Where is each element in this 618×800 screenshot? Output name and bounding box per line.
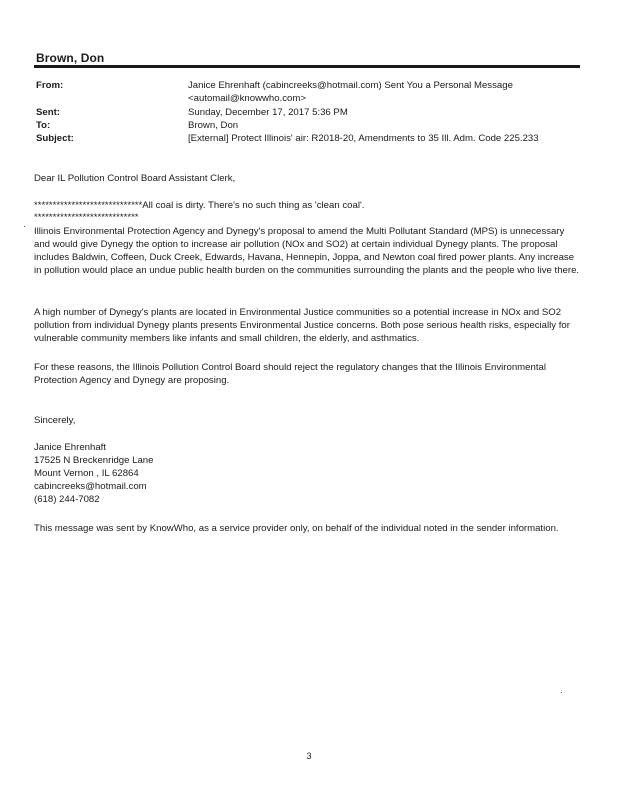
stars-line-2: ****************************: [34, 212, 139, 223]
to-label: To:: [36, 120, 51, 131]
signature-block: [34, 441, 580, 506]
footer-note: [34, 522, 580, 535]
to-value: Brown, Don: [188, 120, 239, 131]
sent-value: Sunday, December 17, 2017 5:36 PM: [188, 107, 348, 118]
from-email: <automail@knowwho.com>: [188, 93, 306, 104]
document-owner-name: Brown, Don: [36, 51, 105, 65]
signature-street: 17525 N Breckenridge Lane: [34, 455, 154, 466]
scan-speck: [561, 692, 562, 693]
signature-name: Janice Ehrenhaft: [34, 442, 106, 453]
signature-phone: (618) 244-7082: [34, 494, 100, 505]
sent-label: Sent:: [36, 107, 60, 118]
greeting: Dear IL Pollution Control Board Assistant Clerk,: [34, 173, 236, 184]
subject-value: [External] Protect Illinois' air: R2018-20, Amendments to 35 Ill. Adm. Code 225.233: [188, 133, 539, 144]
page-number: 3: [306, 751, 312, 761]
paragraph-text: Illinois Environmental Protection Agency and Dynegy's proposal to amend the Multi Pollutant Standard (MPS) is unnecessary and would give Dynegy the option to increase air pollution (NOx and SO2) at certain individual Dynegy plants. The proposal includes Baldwin, Coffeen, Duck Creek, Edwards, Havana, Hennepin, Joppa, and Newton coal fired power plants. Any increase in pollution would place an undue public health burden on the communities surrounding the plants and the people who live there.: [34, 226, 580, 276]
signature-city: Mount Vernon , IL 62864: [34, 468, 139, 479]
header-divider: [34, 65, 580, 68]
paragraph-text: For these reasons, the Illinois Pollution Control Board should reject the regulatory changes that the Illinois Environmental Protection Agency and Dynegy are proposing.: [34, 362, 546, 386]
from-row: [36, 80, 582, 104]
body-paragraph-3: [34, 361, 580, 387]
from-label: From:: [36, 80, 64, 91]
body-paragraph-1: [34, 225, 580, 277]
footer-note-text: This message was sent by KnowWho, as a service provider only, on behalf of the individual noted in the sender information.: [34, 523, 559, 534]
sent-row: [36, 107, 582, 119]
stars-line-1: *****************************All coal is dirty. There's no such thing as 'clean coal'.: [34, 200, 365, 211]
paragraph-text: A high number of Dynegy's plants are located in Environmental Justice communities so a potential increase in NOx and SO2 pollution from individual Dynegy plants presents Environmental Justice concerns. Both pose serious health risks, especially for vulnerable community members like infants and small children, the elderly, and asthmatics.: [34, 307, 570, 344]
closing: Sincerely,: [34, 415, 76, 426]
body-paragraph-2: [34, 306, 580, 345]
subject-label: Subject:: [36, 133, 74, 144]
subject-row: [36, 133, 582, 145]
signature-email: cabincreeks@hotmail.com: [34, 481, 147, 492]
scan-speck: [24, 226, 25, 227]
from-value: Janice Ehrenhaft (cabincreeks@hotmail.com) Sent You a Personal Message: [188, 80, 513, 91]
to-row: [36, 120, 582, 132]
